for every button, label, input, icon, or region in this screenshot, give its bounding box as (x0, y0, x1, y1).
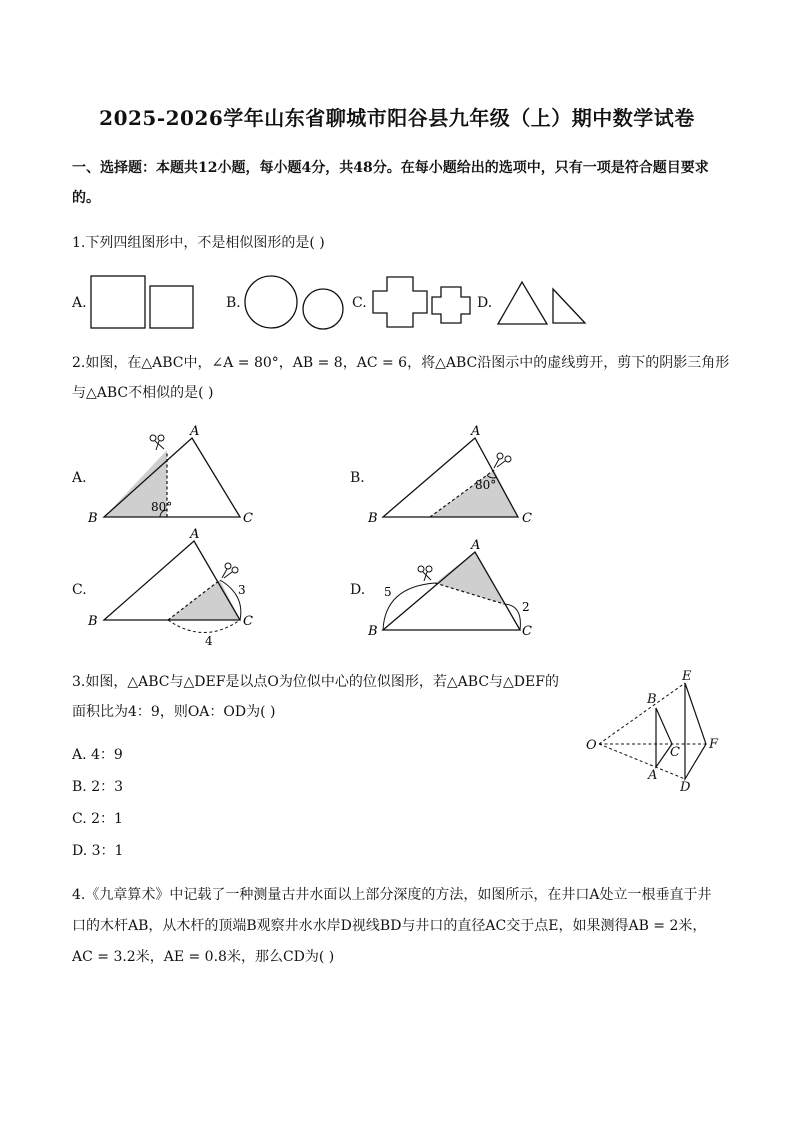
scissors-icon (150, 435, 164, 450)
q1-large-cross (373, 277, 427, 327)
q2-b-vertex-c: C (522, 511, 532, 526)
q3-point-c: C (670, 745, 680, 760)
q2-d-vertex-c: C (522, 624, 532, 639)
q2-figure-a (87, 424, 253, 526)
q3-point-e: E (682, 669, 692, 684)
q3-homothety-figure (580, 668, 730, 796)
q2-figure-c (87, 527, 253, 648)
q2-figure-d (367, 538, 532, 639)
q4-line1: 4.《九章算术》中记载了一种测量古井水面以上部分深度的方法，如图所示，在井口A处立一根垂直于井 (72, 887, 712, 903)
q2-d-shaded-triangle (435, 552, 504, 604)
q2-c-vertex-a: A (190, 527, 200, 542)
q2-stem-line2: 与△ABC不相似的是( ) (72, 385, 214, 401)
q2-option-d-label: D. (350, 582, 366, 598)
q2-d-length-5: 5 (384, 585, 392, 599)
scissors-icon (418, 566, 432, 581)
q1-large-square (91, 276, 145, 328)
q1-right-triangle (553, 289, 585, 323)
q3-option-d: D. 3：1 (72, 843, 124, 859)
q3-option-c: C. 2：1 (72, 811, 123, 827)
scissors-icon (494, 453, 511, 468)
q2-option-a-label: A. (72, 470, 87, 486)
q3-stem-line1: 3.如图，△ABC与△DEF是以点O为位似中心的位似图形，若△ABC与△DEF的 (72, 674, 559, 690)
q1-equilateral-triangle (498, 282, 547, 324)
q2-b-vertex-a: A (471, 424, 481, 439)
q2-stem-line1: 2.如图，在△ABC中，∠A = 80°，AB = 8，AC = 6，将△ABC沿图示中的虚线剪开，剪下的阴影三角形 (72, 355, 730, 371)
q2-c-shaded-triangle (168, 580, 240, 620)
q2-d-length-2: 2 (522, 600, 530, 614)
q2-b-angle-label: 80° (475, 478, 497, 492)
q2-d-vertex-b: B (368, 624, 378, 639)
q4-line3: AC = 3.2米，AE = 0.8米，那么CD为( ) (72, 949, 335, 965)
q1-figures (0, 270, 794, 335)
q2-c-vertex-b: B (88, 614, 98, 629)
q1-option-c-label: C. (352, 295, 367, 311)
q1-option-b-label: B. (226, 295, 241, 311)
q3-point-f: F (709, 737, 719, 752)
q3-point-a: A (648, 768, 658, 783)
q2-a-angle-label: 80° (151, 500, 173, 514)
q3-option-b: B. 2：3 (72, 779, 124, 795)
q2-c-vertex-c: C (243, 614, 253, 629)
q2-a-vertex-a: A (190, 424, 200, 439)
q3-point-o: O (586, 738, 597, 753)
q2-d-main-triangle (383, 552, 520, 630)
q2-c-arc-4 (168, 620, 240, 633)
q2-b-vertex-b: B (368, 511, 378, 526)
q2-figure-b (367, 424, 532, 526)
q3-option-a: A. 4：9 (72, 747, 123, 763)
q1-option-d-label: D. (477, 295, 493, 311)
scissors-icon (222, 563, 238, 578)
q1-small-square (150, 286, 193, 328)
q2-option-c-label: C. (72, 582, 87, 598)
q4-line2: 口的木杆AB，从木杆的顶端B观察井水水岸D视线BD与井口的直径AC交于点E，如果测得AB = 2米， (72, 918, 707, 934)
section-heading-line2: 的。 (72, 190, 100, 206)
q3-point-d: D (680, 780, 691, 795)
page-title: 2025-2026学年山东省聊城市阳谷县九年级（上）期中数学试卷 (99, 106, 695, 130)
q2-d-vertex-a: A (471, 538, 481, 553)
q2-figures (0, 415, 794, 655)
q2-c-length-4: 4 (205, 634, 213, 648)
q2-a-vertex-b: B (88, 511, 98, 526)
section-heading-line1: 一、选择题：本题共12小题，每小题4分，共48分。在每小题给出的选项中，只有一项是符合题目要求 (72, 160, 709, 176)
q2-a-vertex-c: C (243, 511, 253, 526)
q1-large-circle (245, 276, 297, 328)
q1-option-a-label: A. (72, 295, 87, 311)
q3-triangle-def (685, 683, 706, 779)
q3-point-b: B (647, 692, 657, 707)
q1-stem: 1.下列四组图形中，不是相似图形的是( ) (72, 235, 325, 251)
q1-small-cross (432, 287, 470, 323)
q3-stem-line2: 面积比为4：9，则OA：OD为( ) (72, 704, 276, 720)
q2-option-b-label: B. (350, 470, 365, 486)
q1-small-circle (303, 289, 343, 329)
q2-c-length-3: 3 (238, 583, 246, 597)
